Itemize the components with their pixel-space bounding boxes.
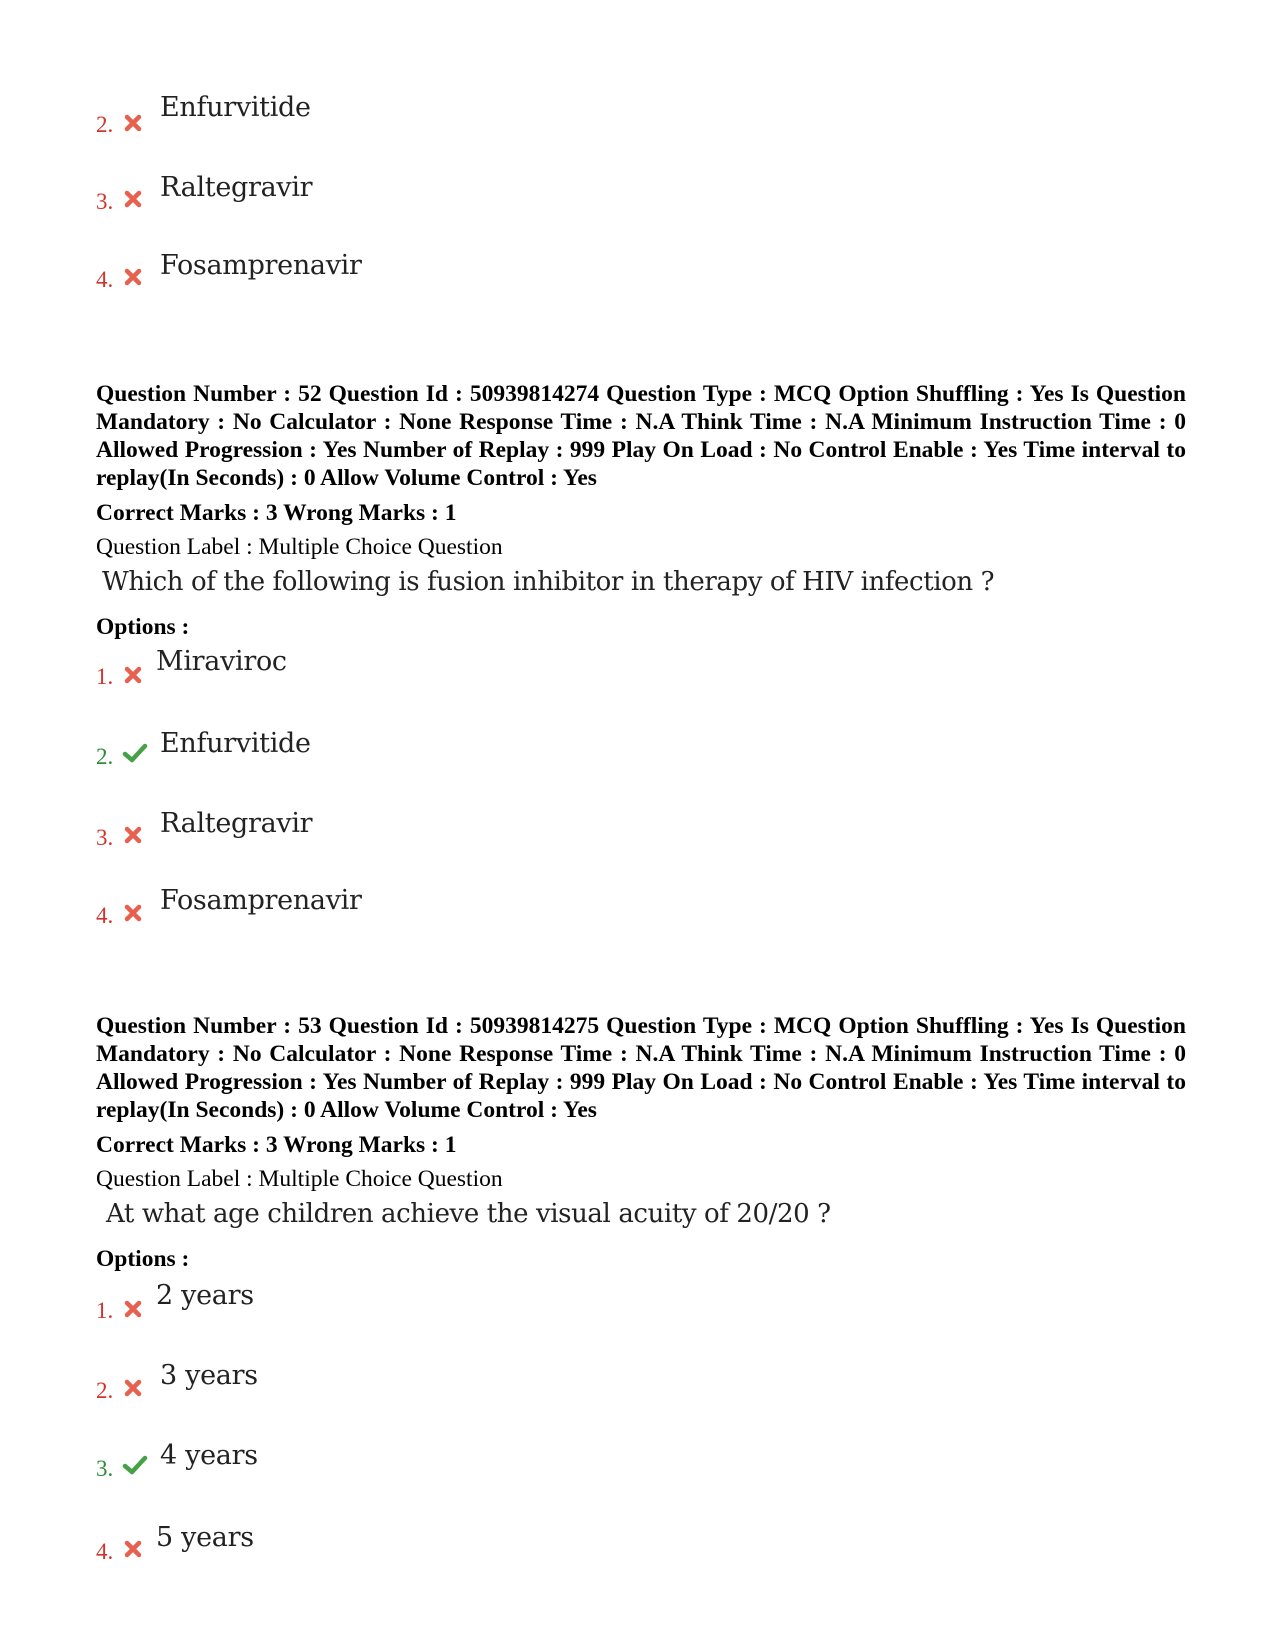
question-label: Question Label : Multiple Choice Question: [96, 1166, 503, 1192]
option-number: 4.: [96, 903, 114, 928]
option-row: [0, 250, 600, 300]
option-number: 2.: [96, 1378, 114, 1403]
option-row: [0, 728, 600, 778]
option-row: [0, 172, 600, 222]
question-text: At what age children achieve the visual acuity of 20/20 ?: [106, 1199, 831, 1229]
question-label: Question Label : Multiple Choice Question: [96, 534, 503, 560]
option-text: Raltegravir: [160, 172, 313, 203]
cross-icon: [122, 112, 144, 134]
option-row: [0, 1280, 600, 1330]
option-row: [0, 646, 600, 696]
cross-icon: [122, 664, 144, 686]
question-meta: Question Number : 52 Question Id : 50939814274 Question Type : MCQ Option Shuffling : Yes Is Question Mandatory : No Calculator : None Response Time : N.A Think Time : N.A Minimum Instruction Time : 0 Allowed Progression : Yes Number of Replay : 999 Play On Load : No Control Enable : Yes Time interval to replay(In Seconds) : 0 Allow Volume Control : Yes: [96, 381, 1186, 491]
cross-icon: [122, 1538, 144, 1560]
option-number: 3.: [96, 1456, 114, 1481]
option-row: [0, 92, 600, 142]
option-row: [0, 1522, 600, 1572]
question-meta: Question Number : 53 Question Id : 50939814275 Question Type : MCQ Option Shuffling : Yes Is Question Mandatory : No Calculator : None Response Time : N.A Think Time : N.A Minimum Instruction Time : 0 Allowed Progression : Yes Number of Replay : 999 Play On Load : No Control Enable : Yes Time interval to replay(In Seconds) : 0 Allow Volume Control : Yes: [96, 1013, 1186, 1123]
cross-icon: [122, 1298, 144, 1320]
option-number: 4.: [96, 1539, 114, 1564]
option-text: Fosamprenavir: [160, 250, 362, 281]
option-text: Raltegravir: [160, 808, 313, 839]
check-icon: [122, 1454, 148, 1476]
option-number: 3.: [96, 825, 114, 850]
option-text: Fosamprenavir: [160, 885, 362, 916]
option-text: 4 years: [160, 1440, 258, 1471]
option-text: Enfurvitide: [160, 92, 311, 123]
question-marks: Correct Marks : 3 Wrong Marks : 1: [96, 500, 457, 526]
option-text: Miraviroc: [156, 646, 287, 677]
option-number: 1.: [96, 664, 114, 689]
option-row: [0, 885, 600, 935]
option-row: [0, 808, 600, 858]
option-text: 3 years: [160, 1360, 258, 1391]
cross-icon: [122, 188, 144, 210]
option-row: [0, 1360, 600, 1410]
cross-icon: [122, 824, 144, 846]
options-label: Options :: [96, 1246, 190, 1272]
option-text: Enfurvitide: [160, 728, 311, 759]
option-number: 2.: [96, 112, 114, 137]
question-marks: Correct Marks : 3 Wrong Marks : 1: [96, 1132, 457, 1158]
options-label: Options :: [96, 614, 190, 640]
option-number: 2.: [96, 744, 114, 769]
cross-icon: [122, 902, 144, 924]
option-number: 4.: [96, 267, 114, 292]
option-number: 3.: [96, 189, 114, 214]
cross-icon: [122, 266, 144, 288]
check-icon: [122, 742, 148, 764]
option-text: 2 years: [156, 1280, 254, 1311]
option-row: [0, 1440, 600, 1490]
question-text: Which of the following is fusion inhibitor in therapy of HIV infection ?: [102, 567, 995, 597]
option-number: 1.: [96, 1298, 114, 1323]
cross-icon: [122, 1377, 144, 1399]
option-text: 5 years: [156, 1522, 254, 1553]
